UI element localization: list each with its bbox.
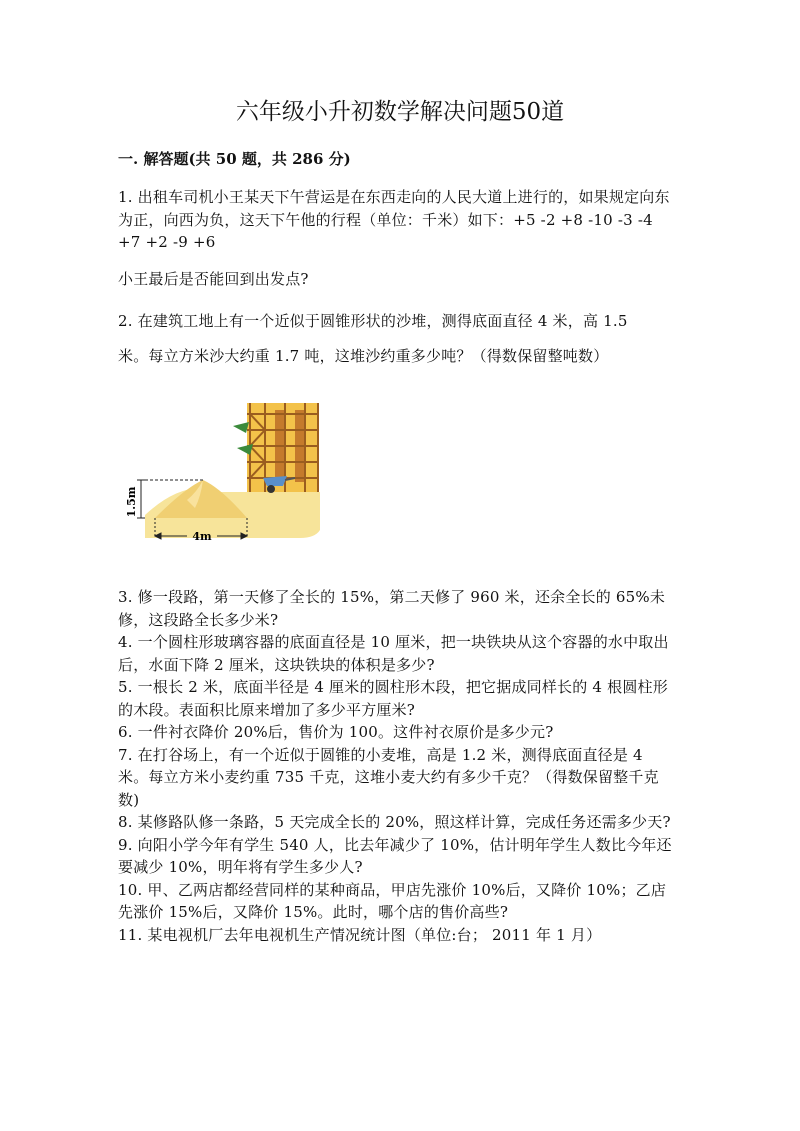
questions-3-to-11: [118, 586, 673, 946]
question-10: 10. 甲、乙两店都经营同样的某种商品，甲店先涨价 10%后，又降价 10%；乙店先涨价 15%后，又降价 15%。此时，哪个店的售价高些?: [118, 880, 667, 921]
question-1-sub: [118, 268, 673, 291]
section-heading: 一. 解答题(共 50 题，共 286 分): [118, 150, 351, 168]
question-1-sub-text: 小王最后是否能回到出发点?: [118, 270, 309, 288]
page-title: 六年级小升初数学解决问题50道: [235, 99, 565, 125]
question-5: 5. 一根长 2 米，底面半径是 4 厘米的圆柱形木段，把它据成同样长的 4 根圆柱形的木段。表面积比原来增加了多少平方厘米?: [118, 678, 668, 719]
width-label: 4m: [192, 530, 212, 543]
question-2-line-1: 2. 在建筑工地上有一个近似于圆锥形状的沙堆，测得底面直径 4 米，高 1.5: [118, 312, 628, 330]
question-2: [118, 310, 673, 367]
question-1-text: 1. 出租车司机小王某天下午营运是在东西走向的人民大道上进行的，如果规定向东为正，向西为负，这天下午他的行程（单位：千米）如下：+5 -2 +8 -10 -3 -4 +7 +2 -9 +6: [118, 188, 670, 251]
question-9: 9. 向阳小学今年有学生 540 人，比去年减少了 10%，估计明年学生人数比今年还要减少 10%，明年将有学生多少人?: [118, 835, 672, 876]
height-label: 1.5m: [125, 486, 138, 518]
question-8: 8. 某修路队修一条路，5 天完成全长的 20%，照这样计算，完成任务还需多少天?: [118, 813, 671, 831]
question-7: 7. 在打谷场上，有一个近似于圆锥的小麦堆，高是 1.2 米，测得底面直径是 4 米。每立方米小麦约重 735 千克，这堆小麦大约有多少千克？（得数保留整千克数): [118, 745, 659, 809]
question-3: 3. 修一段路，第一天修了全长的 15%，第二天修了 960 米，还余全长的 65%未修，这段路全长多少米?: [118, 588, 666, 629]
question-2-line-2: 米。每立方米沙大约重 1.7 吨，这堆沙约重多少吨？（得数保留整吨数）: [118, 346, 609, 365]
question-4: 4. 一个圆柱形玻璃容器的底面直径是 10 厘米，把一块铁块从这个容器的水中取出后，水面下降 2 厘米，这块铁块的体积是多少?: [118, 633, 669, 674]
question-6: 6. 一件衬衣降价 20%后，售价为 100。这件衬衣原价是多少元?: [118, 723, 554, 741]
sand-pile-illustration: [125, 400, 325, 548]
question-11: 11. 某电视机厂去年电视机生产情况统计图（单位:台； 2011 年 1 月）: [118, 925, 602, 944]
question-1: [118, 186, 673, 254]
